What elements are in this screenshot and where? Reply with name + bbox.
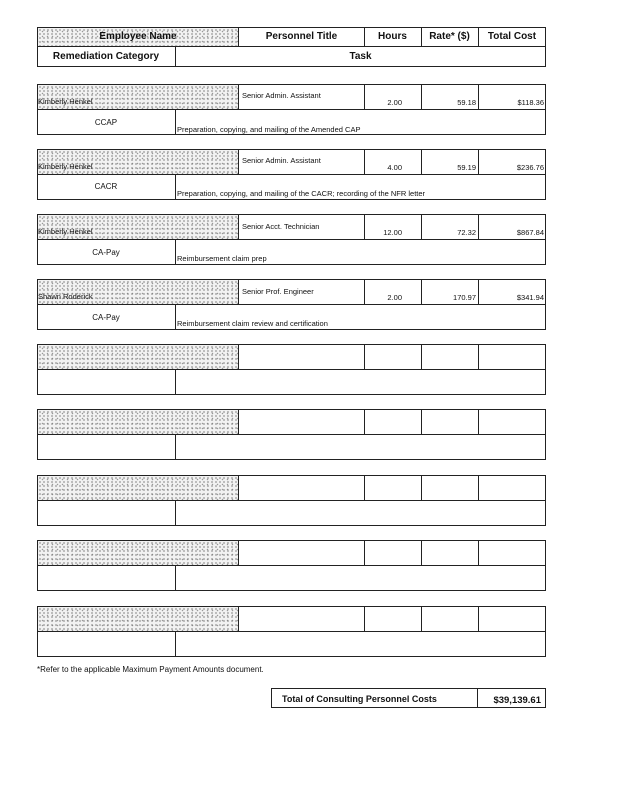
summary-total-value: $39,139.61 [493, 695, 541, 706]
personnel-title: Senior Acct. Technician [242, 222, 320, 231]
hours-value: 4.00 [387, 163, 402, 172]
task-header: Task [349, 51, 372, 62]
task-text: Preparation, copying, and mailing of the CACR; recording of the NFR letter [177, 189, 426, 198]
rate-value: 170.97 [453, 293, 476, 302]
employee-name-header: Employee Name [99, 31, 177, 42]
total-cost-header: Total Cost [487, 31, 537, 42]
personnel-title: Senior Admin. Assistant [242, 156, 321, 165]
remediation-category: CCAP [94, 118, 118, 127]
employee-name: Kimberly Henkel [38, 227, 93, 236]
remediation-category-header: Remediation Category [52, 51, 160, 62]
personnel-title: Senior Admin. Assistant [242, 91, 321, 100]
personnel-title: Senior Prof. Engineer [242, 287, 314, 296]
employee-name-cell [37, 540, 239, 566]
rate-value: 59.18 [457, 98, 476, 107]
employee-name: Shawn Roderick [38, 292, 93, 301]
employee-name: Kimberly Henkel [38, 162, 93, 171]
employee-name-cell [37, 344, 239, 370]
employee-name-cell [37, 475, 239, 501]
rate-header: Rate* ($) [429, 31, 470, 42]
hours-value: 12.00 [383, 228, 402, 237]
rate-value: 72.32 [457, 228, 476, 237]
employee-name: Kimberly Henkel [38, 97, 93, 106]
remediation-category: CACR [94, 182, 118, 191]
hours-value: 2.00 [387, 98, 402, 107]
personnel-title-header: Personnel Title [265, 31, 338, 42]
rate-value: 59.19 [457, 163, 476, 172]
total-value: $236.76 [516, 163, 544, 172]
total-value: $118.36 [517, 98, 544, 107]
remediation-category: CA-Pay [92, 313, 120, 322]
employee-name-cell [37, 606, 239, 632]
summary-total-label: Total of Consulting Personnel Costs [282, 694, 437, 704]
total-value: $341.94 [516, 293, 544, 302]
employee-name-cell [37, 409, 239, 435]
total-value: $867.84 [516, 228, 544, 237]
hours-value: 2.00 [387, 293, 402, 302]
task-text: Reimbursement claim review and certification [177, 319, 328, 328]
task-text: Preparation, copying, and mailing of the Amended CAP [177, 125, 361, 134]
remediation-category: CA-Pay [92, 248, 120, 257]
hours-header: Hours [378, 31, 407, 42]
task-text: Reimbursement claim prep [177, 254, 267, 263]
footnote: *Refer to the applicable Maximum Payment Amounts document. [37, 665, 264, 674]
